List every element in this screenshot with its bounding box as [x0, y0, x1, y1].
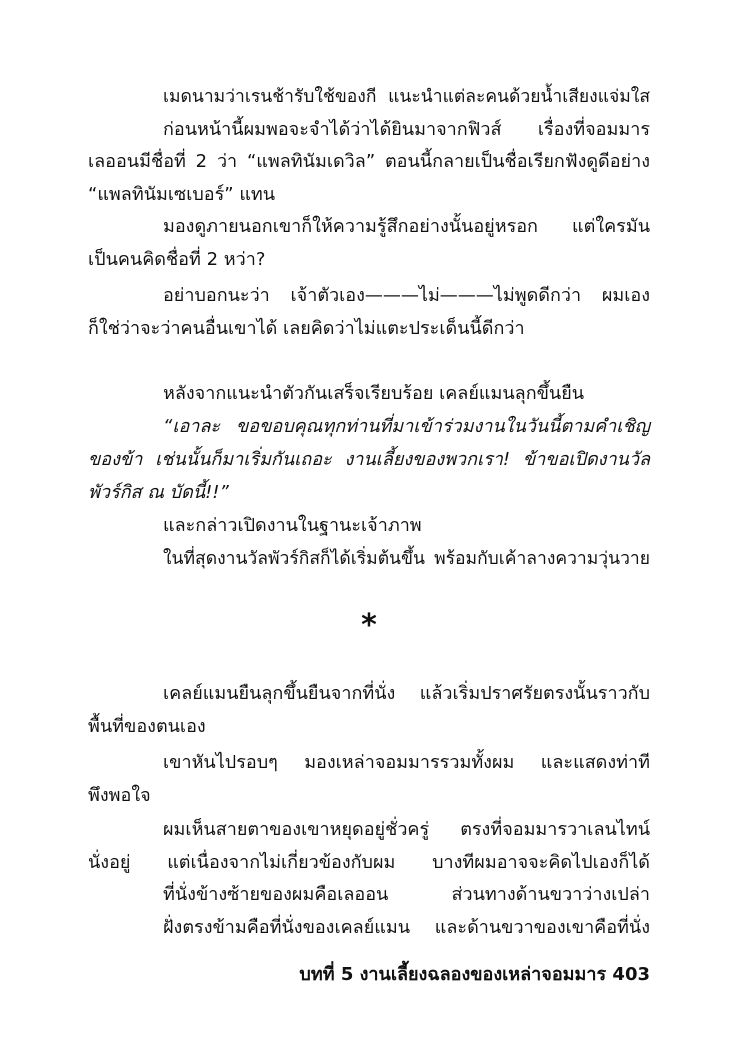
text-line: อย่าบอกนะว่า เจ้าตัวเอง———ไม่———ไม่พูดดีกว่า ผมเอง: [163, 285, 650, 306]
text-line: ฝั่งตรงข้ามคือที่นั่งของเคลย์แมน และด้านขวาของเขาคือที่นั่ง: [163, 917, 650, 938]
text-line: ก่อนหน้านี้ผมพอจะจำได้ว่าได้ยินมาจากฟิวส์ เรื่องที่จอมมาร: [163, 119, 650, 140]
text-line: เขาหันไปรอบๆ มองเหล่าจอมมารรวมทั้งผม และแสดงท่าที: [163, 752, 650, 773]
text-line: เป็นคนคิดชื่อที่ 2 หว่า?: [88, 249, 266, 270]
text-line: และกล่าวเปิดงานในฐานะเจ้าภาพ: [163, 515, 422, 536]
text-line: เคลย์แมนยืนลุกขึ้นยืนจากที่นั่ง แล้วเริ่มปราศรัยตรงนั้นราวกับ: [163, 683, 650, 704]
text-line: พื้นที่ของตนเอง: [88, 716, 206, 737]
text-line: พึงพอใจ: [88, 785, 151, 806]
text-line: นั่งอยู่ แต่เนื่องจากไม่เกี่ยวข้องกับผม บางทีผมอาจจะคิดไปเองก็ได้: [88, 852, 650, 873]
dialogue-line: “เอาละ ขอขอบคุณทุกท่านที่มาเข้าร่วมงานในวันนี้ตามคำเชิญ: [163, 416, 650, 437]
dialogue-line: ของข้า เช่นนั้นก็มาเริ่มกันเถอะ งานเลี้ยงของพวกเรา! ข้าขอเปิดงานวัล: [88, 449, 650, 470]
section-separator: *: [361, 608, 377, 643]
text-line: เมดนามว่าเรนช้ารับใช้ของกี แนะนำแต่ละคนด้วยน้ำเสียงแจ่มใส: [163, 87, 650, 107]
text-line: ผมเห็นสายตาของเขาหยุดอยู่ชั่วครู่ ตรงที่จอมมารวาเลนไทน์: [163, 819, 650, 840]
text-line: ในที่สุดงานวัลพัวร์กิสก็ได้เริ่มต้นขึ้น พร้อมกับเค้าลางความวุ่นวาย: [163, 549, 650, 569]
text-line: มองดูภายนอกเขาก็ให้ความรู้สึกอย่างนั้นอยู่หรอก แต่ใครมัน: [163, 216, 650, 237]
text-line: ก็ใช่ว่าจะว่าคนอื่นเขาได้ เลยคิดว่าไม่แตะประเด็นนี้ดีกว่า: [88, 318, 525, 339]
text-line: ที่นั่งข้างซ้ายของผมคือเลออน ส่วนทางด้านขวาว่างเปล่า: [163, 884, 650, 905]
text-line: เลออนมีชื่อที่ 2 ว่า “แพลทินัมเดวิล” ตอนนี้กลายเป็นชื่อเรียกฟังดูดีอย่าง: [88, 151, 650, 172]
dialogue-line: พัวร์กิส ณ บัดนี้!!”: [88, 482, 229, 503]
page-footer: บทที่ 5 งานเลี้ยงฉลองของเหล่าจอมมาร 403: [299, 964, 650, 985]
text-line: หลังจากแนะนำตัวกันเสร็จเรียบร้อย เคลย์แมนลุกขึ้นยืน: [163, 383, 585, 404]
text-line: “แพลทินัมเซเบอร์” แทน: [88, 184, 276, 205]
